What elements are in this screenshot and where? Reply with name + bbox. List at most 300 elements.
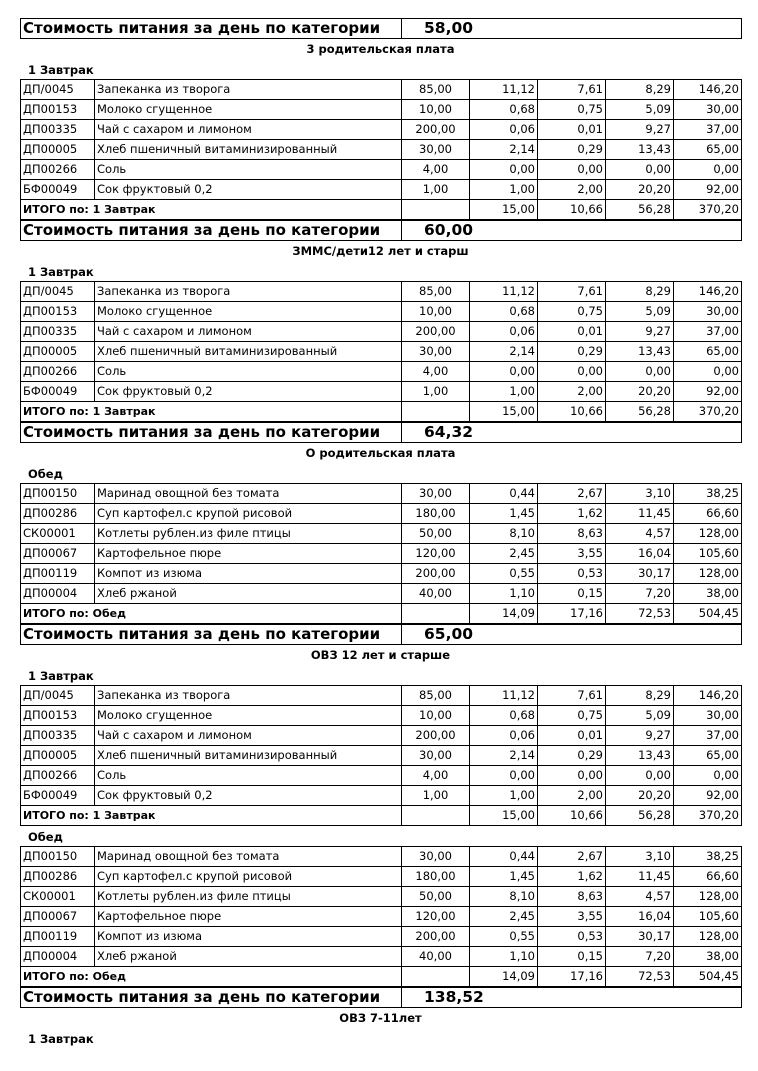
item-code: ДП00153 — [21, 706, 95, 726]
item-quantity: 50,00 — [402, 887, 470, 907]
table-row — [21, 120, 742, 140]
item-fat: 7,61 — [538, 686, 606, 706]
table-row — [21, 524, 742, 544]
total-label: ИТОГО по: 1 Завтрак — [21, 402, 402, 422]
item-kcal: 30,00 — [674, 100, 742, 120]
table-row — [21, 726, 742, 746]
item-fat: 7,61 — [538, 80, 606, 100]
item-name: Запеканка из творога — [95, 80, 402, 100]
item-protein: 11,12 — [470, 282, 538, 302]
item-quantity: 1,00 — [402, 382, 470, 402]
item-carbs: 30,17 — [606, 927, 674, 947]
meal-title: 1 Завтрак — [28, 1032, 94, 1046]
meal-title: 1 Завтрак — [28, 63, 94, 77]
item-carbs: 20,20 — [606, 180, 674, 200]
total-fat: 10,66 — [538, 200, 606, 220]
item-kcal: 30,00 — [674, 706, 742, 726]
meal-table — [20, 685, 742, 826]
cost-value: 65,00 — [402, 625, 742, 645]
category-title: О родительская плата — [305, 446, 456, 460]
item-carbs: 0,00 — [606, 362, 674, 382]
cost-label: Стоимость питания за день по категории — [21, 423, 402, 443]
table-row — [21, 887, 742, 907]
item-carbs: 16,04 — [606, 907, 674, 927]
item-code: ДП00335 — [21, 726, 95, 746]
item-carbs: 8,29 — [606, 80, 674, 100]
item-kcal: 0,00 — [674, 160, 742, 180]
item-carbs: 8,29 — [606, 686, 674, 706]
item-carbs: 4,57 — [606, 887, 674, 907]
meal-title: Обед — [28, 467, 63, 481]
item-code: ДП00266 — [21, 766, 95, 786]
item-quantity: 180,00 — [402, 504, 470, 524]
item-name: Соль — [95, 766, 402, 786]
item-fat: 3,55 — [538, 544, 606, 564]
item-name: Сок фруктовый 0,2 — [95, 786, 402, 806]
table-row — [21, 484, 742, 504]
item-protein: 0,44 — [470, 484, 538, 504]
cost-label: Стоимость питания за день по категории — [21, 988, 402, 1008]
item-code: ДП00266 — [21, 160, 95, 180]
item-quantity: 50,00 — [402, 524, 470, 544]
total-row — [21, 604, 742, 624]
item-code: ДП00119 — [21, 927, 95, 947]
item-quantity: 1,00 — [402, 786, 470, 806]
item-kcal: 128,00 — [674, 524, 742, 544]
item-kcal: 65,00 — [674, 746, 742, 766]
item-code: ДП/0045 — [21, 80, 95, 100]
item-code: ДП/0045 — [21, 686, 95, 706]
item-name: Суп картофел.с крупой рисовой — [95, 504, 402, 524]
item-carbs: 13,43 — [606, 140, 674, 160]
total-protein: 15,00 — [470, 200, 538, 220]
item-code: ДП00335 — [21, 322, 95, 342]
item-fat: 0,00 — [538, 766, 606, 786]
item-name: Сок фруктовый 0,2 — [95, 180, 402, 200]
item-name: Соль — [95, 362, 402, 382]
cost-label: Стоимость питания за день по категории — [21, 625, 402, 645]
table-row — [21, 706, 742, 726]
item-quantity: 85,00 — [402, 686, 470, 706]
item-name: Хлеб ржаной — [95, 947, 402, 967]
item-protein: 0,68 — [470, 706, 538, 726]
item-kcal: 38,25 — [674, 484, 742, 504]
total-row — [21, 402, 742, 422]
item-carbs: 20,20 — [606, 786, 674, 806]
table-row — [21, 564, 742, 584]
item-carbs: 3,10 — [606, 484, 674, 504]
table-row — [21, 342, 742, 362]
item-code: ДП00286 — [21, 867, 95, 887]
item-fat: 0,29 — [538, 746, 606, 766]
item-name: Картофельное пюре — [95, 907, 402, 927]
category-section — [20, 241, 741, 443]
item-code: ДП00005 — [21, 342, 95, 362]
item-fat: 0,15 — [538, 947, 606, 967]
item-fat: 0,01 — [538, 726, 606, 746]
table-row — [21, 282, 742, 302]
total-kcal: 370,20 — [674, 402, 742, 422]
item-name: Хлеб ржаной — [95, 584, 402, 604]
item-quantity: 4,00 — [402, 160, 470, 180]
item-kcal: 38,00 — [674, 947, 742, 967]
item-code: ДП00153 — [21, 100, 95, 120]
total-quantity-empty — [402, 402, 470, 422]
item-code: БФ00049 — [21, 382, 95, 402]
total-fat: 10,66 — [538, 806, 606, 826]
category-sections — [20, 39, 741, 1048]
cost-row — [20, 987, 742, 1008]
menu-report — [20, 18, 741, 1048]
total-kcal: 504,45 — [674, 604, 742, 624]
item-protein: 8,10 — [470, 524, 538, 544]
item-code: ДП00067 — [21, 907, 95, 927]
total-quantity-empty — [402, 604, 470, 624]
item-kcal: 65,00 — [674, 140, 742, 160]
item-name: Маринад овощной без томата — [95, 847, 402, 867]
item-fat: 0,53 — [538, 927, 606, 947]
item-kcal: 146,20 — [674, 686, 742, 706]
item-kcal: 105,60 — [674, 544, 742, 564]
item-quantity: 4,00 — [402, 766, 470, 786]
table-row — [21, 746, 742, 766]
total-label: ИТОГО по: Обед — [21, 604, 402, 624]
item-name: Чай с сахаром и лимоном — [95, 726, 402, 746]
item-kcal: 37,00 — [674, 120, 742, 140]
item-kcal: 65,00 — [674, 342, 742, 362]
total-protein: 15,00 — [470, 806, 538, 826]
table-row — [21, 362, 742, 382]
item-protein: 0,06 — [470, 120, 538, 140]
item-kcal: 92,00 — [674, 382, 742, 402]
item-name: Хлеб пшеничный витаминизированный — [95, 342, 402, 362]
item-fat: 2,67 — [538, 484, 606, 504]
item-code: ДП00266 — [21, 362, 95, 382]
item-quantity: 200,00 — [402, 564, 470, 584]
item-fat: 8,63 — [538, 524, 606, 544]
total-protein: 14,09 — [470, 967, 538, 987]
meal-table — [20, 281, 742, 422]
table-row — [21, 927, 742, 947]
item-quantity: 120,00 — [402, 544, 470, 564]
cost-value: 138,52 — [402, 988, 742, 1008]
item-code: ДП00119 — [21, 564, 95, 584]
item-protein: 0,00 — [470, 766, 538, 786]
item-kcal: 0,00 — [674, 766, 742, 786]
item-fat: 1,62 — [538, 867, 606, 887]
item-protein: 0,55 — [470, 564, 538, 584]
total-fat: 10,66 — [538, 402, 606, 422]
item-carbs: 7,20 — [606, 947, 674, 967]
item-quantity: 30,00 — [402, 847, 470, 867]
item-protein: 0,06 — [470, 322, 538, 342]
total-kcal: 370,20 — [674, 806, 742, 826]
category-title: ЗММС/дети12 лет и старш — [292, 244, 469, 258]
item-name: Хлеб пшеничный витаминизированный — [95, 746, 402, 766]
item-carbs: 16,04 — [606, 544, 674, 564]
item-protein: 2,45 — [470, 544, 538, 564]
item-kcal: 128,00 — [674, 564, 742, 584]
item-name: Картофельное пюре — [95, 544, 402, 564]
item-fat: 0,53 — [538, 564, 606, 584]
table-row — [21, 180, 742, 200]
item-code: БФ00049 — [21, 786, 95, 806]
item-carbs: 11,45 — [606, 504, 674, 524]
category-section — [20, 1008, 741, 1048]
item-kcal: 38,25 — [674, 847, 742, 867]
item-protein: 1,00 — [470, 382, 538, 402]
item-kcal: 38,00 — [674, 584, 742, 604]
item-quantity: 120,00 — [402, 907, 470, 927]
meal-table — [20, 79, 742, 220]
item-fat: 2,67 — [538, 847, 606, 867]
category-section — [20, 443, 741, 645]
item-carbs: 9,27 — [606, 322, 674, 342]
item-fat: 0,75 — [538, 100, 606, 120]
item-code: СК00001 — [21, 524, 95, 544]
item-carbs: 8,29 — [606, 282, 674, 302]
item-code: СК00001 — [21, 887, 95, 907]
item-protein: 11,12 — [470, 80, 538, 100]
item-fat: 0,00 — [538, 362, 606, 382]
item-quantity: 180,00 — [402, 867, 470, 887]
item-name: Маринад овощной без томата — [95, 484, 402, 504]
item-quantity: 30,00 — [402, 746, 470, 766]
cost-value: 58,00 — [402, 19, 742, 39]
item-quantity: 200,00 — [402, 726, 470, 746]
item-fat: 2,00 — [538, 786, 606, 806]
item-code: ДП/0045 — [21, 282, 95, 302]
total-fat: 17,16 — [538, 604, 606, 624]
table-row — [21, 947, 742, 967]
item-kcal: 66,60 — [674, 867, 742, 887]
item-carbs: 0,00 — [606, 160, 674, 180]
item-name: Сок фруктовый 0,2 — [95, 382, 402, 402]
item-fat: 0,15 — [538, 584, 606, 604]
total-row — [21, 200, 742, 220]
item-quantity: 40,00 — [402, 584, 470, 604]
cost-row — [20, 624, 742, 645]
item-code: ДП00005 — [21, 746, 95, 766]
item-protein: 2,14 — [470, 746, 538, 766]
total-row — [21, 806, 742, 826]
item-protein: 1,45 — [470, 867, 538, 887]
item-code: ДП00004 — [21, 584, 95, 604]
item-quantity: 200,00 — [402, 927, 470, 947]
category-section — [20, 39, 741, 241]
item-protein: 1,45 — [470, 504, 538, 524]
table-row — [21, 584, 742, 604]
cost-label: Стоимость питания за день по категории — [21, 19, 402, 39]
item-fat: 0,75 — [538, 302, 606, 322]
item-kcal: 0,00 — [674, 362, 742, 382]
item-carbs: 3,10 — [606, 847, 674, 867]
item-code: ДП00150 — [21, 484, 95, 504]
item-kcal: 92,00 — [674, 180, 742, 200]
item-name: Запеканка из творога — [95, 686, 402, 706]
total-carbs: 72,53 — [606, 967, 674, 987]
meal-table — [20, 483, 742, 624]
item-name: Котлеты рублен.из филе птицы — [95, 887, 402, 907]
item-name: Чай с сахаром и лимоном — [95, 120, 402, 140]
table-row — [21, 140, 742, 160]
total-carbs: 72,53 — [606, 604, 674, 624]
item-code: БФ00049 — [21, 180, 95, 200]
item-quantity: 1,00 — [402, 180, 470, 200]
item-quantity: 30,00 — [402, 484, 470, 504]
item-fat: 2,00 — [538, 180, 606, 200]
item-code: ДП00005 — [21, 140, 95, 160]
item-name: Компот из изюма — [95, 927, 402, 947]
cost-value: 64,32 — [402, 423, 742, 443]
item-fat: 7,61 — [538, 282, 606, 302]
category-section — [20, 645, 741, 1008]
item-protein: 0,68 — [470, 302, 538, 322]
item-quantity: 85,00 — [402, 282, 470, 302]
item-name: Суп картофел.с крупой рисовой — [95, 867, 402, 887]
table-row — [21, 302, 742, 322]
item-code: ДП00004 — [21, 947, 95, 967]
item-quantity: 10,00 — [402, 100, 470, 120]
total-protein: 14,09 — [470, 604, 538, 624]
item-protein: 1,10 — [470, 584, 538, 604]
item-kcal: 30,00 — [674, 302, 742, 322]
cost-row-initial — [20, 18, 742, 39]
item-fat: 8,63 — [538, 887, 606, 907]
table-row — [21, 544, 742, 564]
total-kcal: 504,45 — [674, 967, 742, 987]
cost-value: 60,00 — [402, 221, 742, 241]
cost-label: Стоимость питания за день по категории — [21, 221, 402, 241]
item-fat: 0,29 — [538, 140, 606, 160]
total-quantity-empty — [402, 967, 470, 987]
item-kcal: 37,00 — [674, 726, 742, 746]
item-protein: 0,00 — [470, 160, 538, 180]
item-protein: 1,10 — [470, 947, 538, 967]
item-kcal: 146,20 — [674, 80, 742, 100]
item-kcal: 105,60 — [674, 907, 742, 927]
total-label: ИТОГО по: 1 Завтрак — [21, 806, 402, 826]
item-fat: 0,75 — [538, 706, 606, 726]
item-carbs: 9,27 — [606, 726, 674, 746]
item-carbs: 30,17 — [606, 564, 674, 584]
item-code: ДП00286 — [21, 504, 95, 524]
item-code: ДП00335 — [21, 120, 95, 140]
item-kcal: 37,00 — [674, 322, 742, 342]
meal-table — [20, 846, 742, 987]
table-row — [21, 382, 742, 402]
item-protein: 0,55 — [470, 927, 538, 947]
item-protein: 0,68 — [470, 100, 538, 120]
cost-row — [20, 220, 742, 241]
item-protein: 1,00 — [470, 786, 538, 806]
category-title: ОВЗ 12 лет и старше — [310, 648, 451, 662]
item-protein: 2,14 — [470, 140, 538, 160]
table-row — [21, 100, 742, 120]
item-name: Компот из изюма — [95, 564, 402, 584]
item-carbs: 9,27 — [606, 120, 674, 140]
table-row — [21, 322, 742, 342]
table-row — [21, 847, 742, 867]
item-quantity: 40,00 — [402, 947, 470, 967]
item-carbs: 4,57 — [606, 524, 674, 544]
item-kcal: 146,20 — [674, 282, 742, 302]
table-row — [21, 160, 742, 180]
item-protein: 0,00 — [470, 362, 538, 382]
item-protein: 1,00 — [470, 180, 538, 200]
item-protein: 2,45 — [470, 907, 538, 927]
item-fat: 3,55 — [538, 907, 606, 927]
total-kcal: 370,20 — [674, 200, 742, 220]
item-quantity: 85,00 — [402, 80, 470, 100]
table-row — [21, 907, 742, 927]
item-carbs: 11,45 — [606, 867, 674, 887]
item-name: Чай с сахаром и лимоном — [95, 322, 402, 342]
item-kcal: 66,60 — [674, 504, 742, 524]
item-protein: 2,14 — [470, 342, 538, 362]
table-row — [21, 786, 742, 806]
item-carbs: 7,20 — [606, 584, 674, 604]
total-carbs: 56,28 — [606, 806, 674, 826]
item-carbs: 13,43 — [606, 746, 674, 766]
category-title: 3 родительская плата — [306, 42, 455, 56]
item-name: Молоко сгущенное — [95, 302, 402, 322]
total-quantity-empty — [402, 806, 470, 826]
item-quantity: 10,00 — [402, 302, 470, 322]
item-carbs: 20,20 — [606, 382, 674, 402]
total-fat: 17,16 — [538, 967, 606, 987]
total-label: ИТОГО по: 1 Завтрак — [21, 200, 402, 220]
item-quantity: 10,00 — [402, 706, 470, 726]
item-kcal: 92,00 — [674, 786, 742, 806]
table-row — [21, 80, 742, 100]
item-protein: 8,10 — [470, 887, 538, 907]
item-kcal: 128,00 — [674, 887, 742, 907]
table-row — [21, 504, 742, 524]
total-quantity-empty — [402, 200, 470, 220]
table-row — [21, 686, 742, 706]
item-carbs: 0,00 — [606, 766, 674, 786]
item-quantity: 4,00 — [402, 362, 470, 382]
item-quantity: 200,00 — [402, 322, 470, 342]
total-label: ИТОГО по: Обед — [21, 967, 402, 987]
item-kcal: 128,00 — [674, 927, 742, 947]
item-carbs: 5,09 — [606, 706, 674, 726]
item-name: Запеканка из творога — [95, 282, 402, 302]
item-fat: 0,29 — [538, 342, 606, 362]
item-code: ДП00067 — [21, 544, 95, 564]
item-protein: 11,12 — [470, 686, 538, 706]
meal-title: 1 Завтрак — [28, 669, 94, 683]
item-quantity: 200,00 — [402, 120, 470, 140]
item-code: ДП00150 — [21, 847, 95, 867]
cost-row — [20, 422, 742, 443]
meal-title: Обед — [28, 830, 63, 844]
table-row — [21, 867, 742, 887]
item-quantity: 30,00 — [402, 140, 470, 160]
item-fat: 0,00 — [538, 160, 606, 180]
item-code: ДП00153 — [21, 302, 95, 322]
total-row — [21, 967, 742, 987]
item-protein: 0,06 — [470, 726, 538, 746]
item-fat: 1,62 — [538, 504, 606, 524]
item-carbs: 5,09 — [606, 302, 674, 322]
total-carbs: 56,28 — [606, 402, 674, 422]
item-fat: 0,01 — [538, 120, 606, 140]
item-name: Соль — [95, 160, 402, 180]
total-protein: 15,00 — [470, 402, 538, 422]
item-name: Молоко сгущенное — [95, 706, 402, 726]
